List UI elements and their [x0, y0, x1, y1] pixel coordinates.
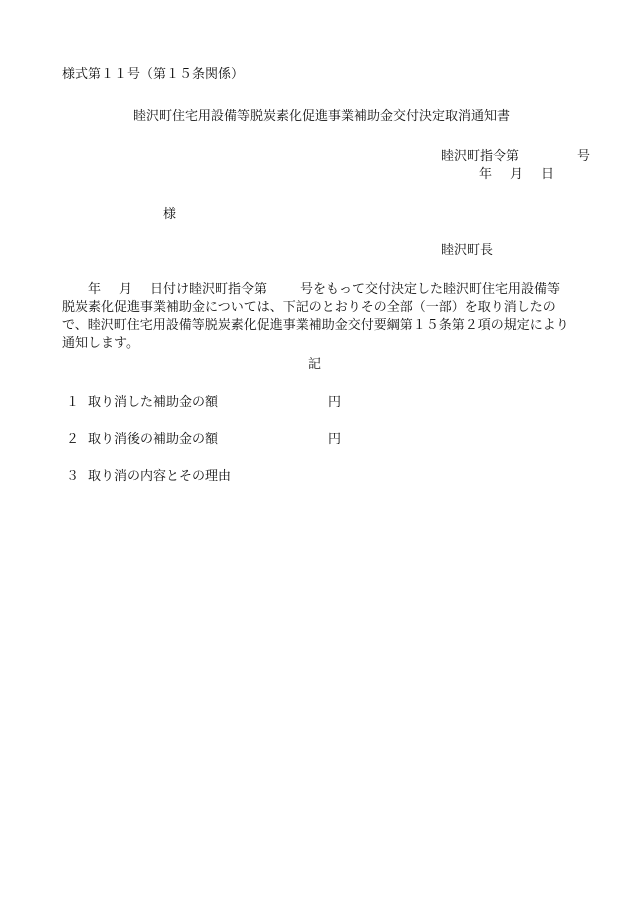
body-date-ref: 日付け睦沢町指令第	[150, 282, 268, 297]
item-number: ３	[66, 469, 80, 484]
date-day: 日	[541, 167, 555, 182]
date-month: 月	[510, 167, 524, 182]
list-item	[66, 470, 231, 483]
item-number: ２	[66, 432, 80, 447]
list-item	[66, 396, 218, 409]
reference-prefix: 睦沢町指令第	[441, 149, 520, 164]
body-rest: 号をもって交付決定した睦沢町住宅用設備等脱炭素化促進事業補助金については、下記のとおりその全部（一部）を取り消したので、睦沢町住宅用設備等脱炭素化促進事業補助金交付要綱第１５条第２項の規定により通知します。	[62, 282, 569, 351]
note-mark: 記	[308, 357, 322, 372]
body-year: 年	[88, 282, 102, 297]
item-unit: 円	[328, 432, 342, 447]
item-label: 取り消の内容とその理由	[88, 469, 232, 484]
form-label: 様式第１１号（第１５条関係）	[62, 67, 245, 82]
item-label: 取り消した補助金の額	[88, 395, 219, 410]
body-month: 月	[119, 282, 133, 297]
reference-suffix: 号	[577, 149, 591, 164]
item-number: １	[66, 395, 80, 410]
date-year: 年	[479, 167, 493, 182]
document-title: 睦沢町住宅用設備等脱炭素化促進事業補助金交付決定取消通知書	[133, 109, 511, 124]
body-paragraph	[62, 281, 570, 353]
issue-date	[479, 168, 554, 181]
reference-number	[441, 150, 590, 163]
list-item	[66, 433, 218, 446]
issuer: 睦沢町長	[441, 243, 494, 258]
addressee: 様	[163, 207, 177, 222]
item-unit: 円	[328, 395, 342, 410]
item-label: 取り消後の補助金の額	[88, 432, 219, 447]
